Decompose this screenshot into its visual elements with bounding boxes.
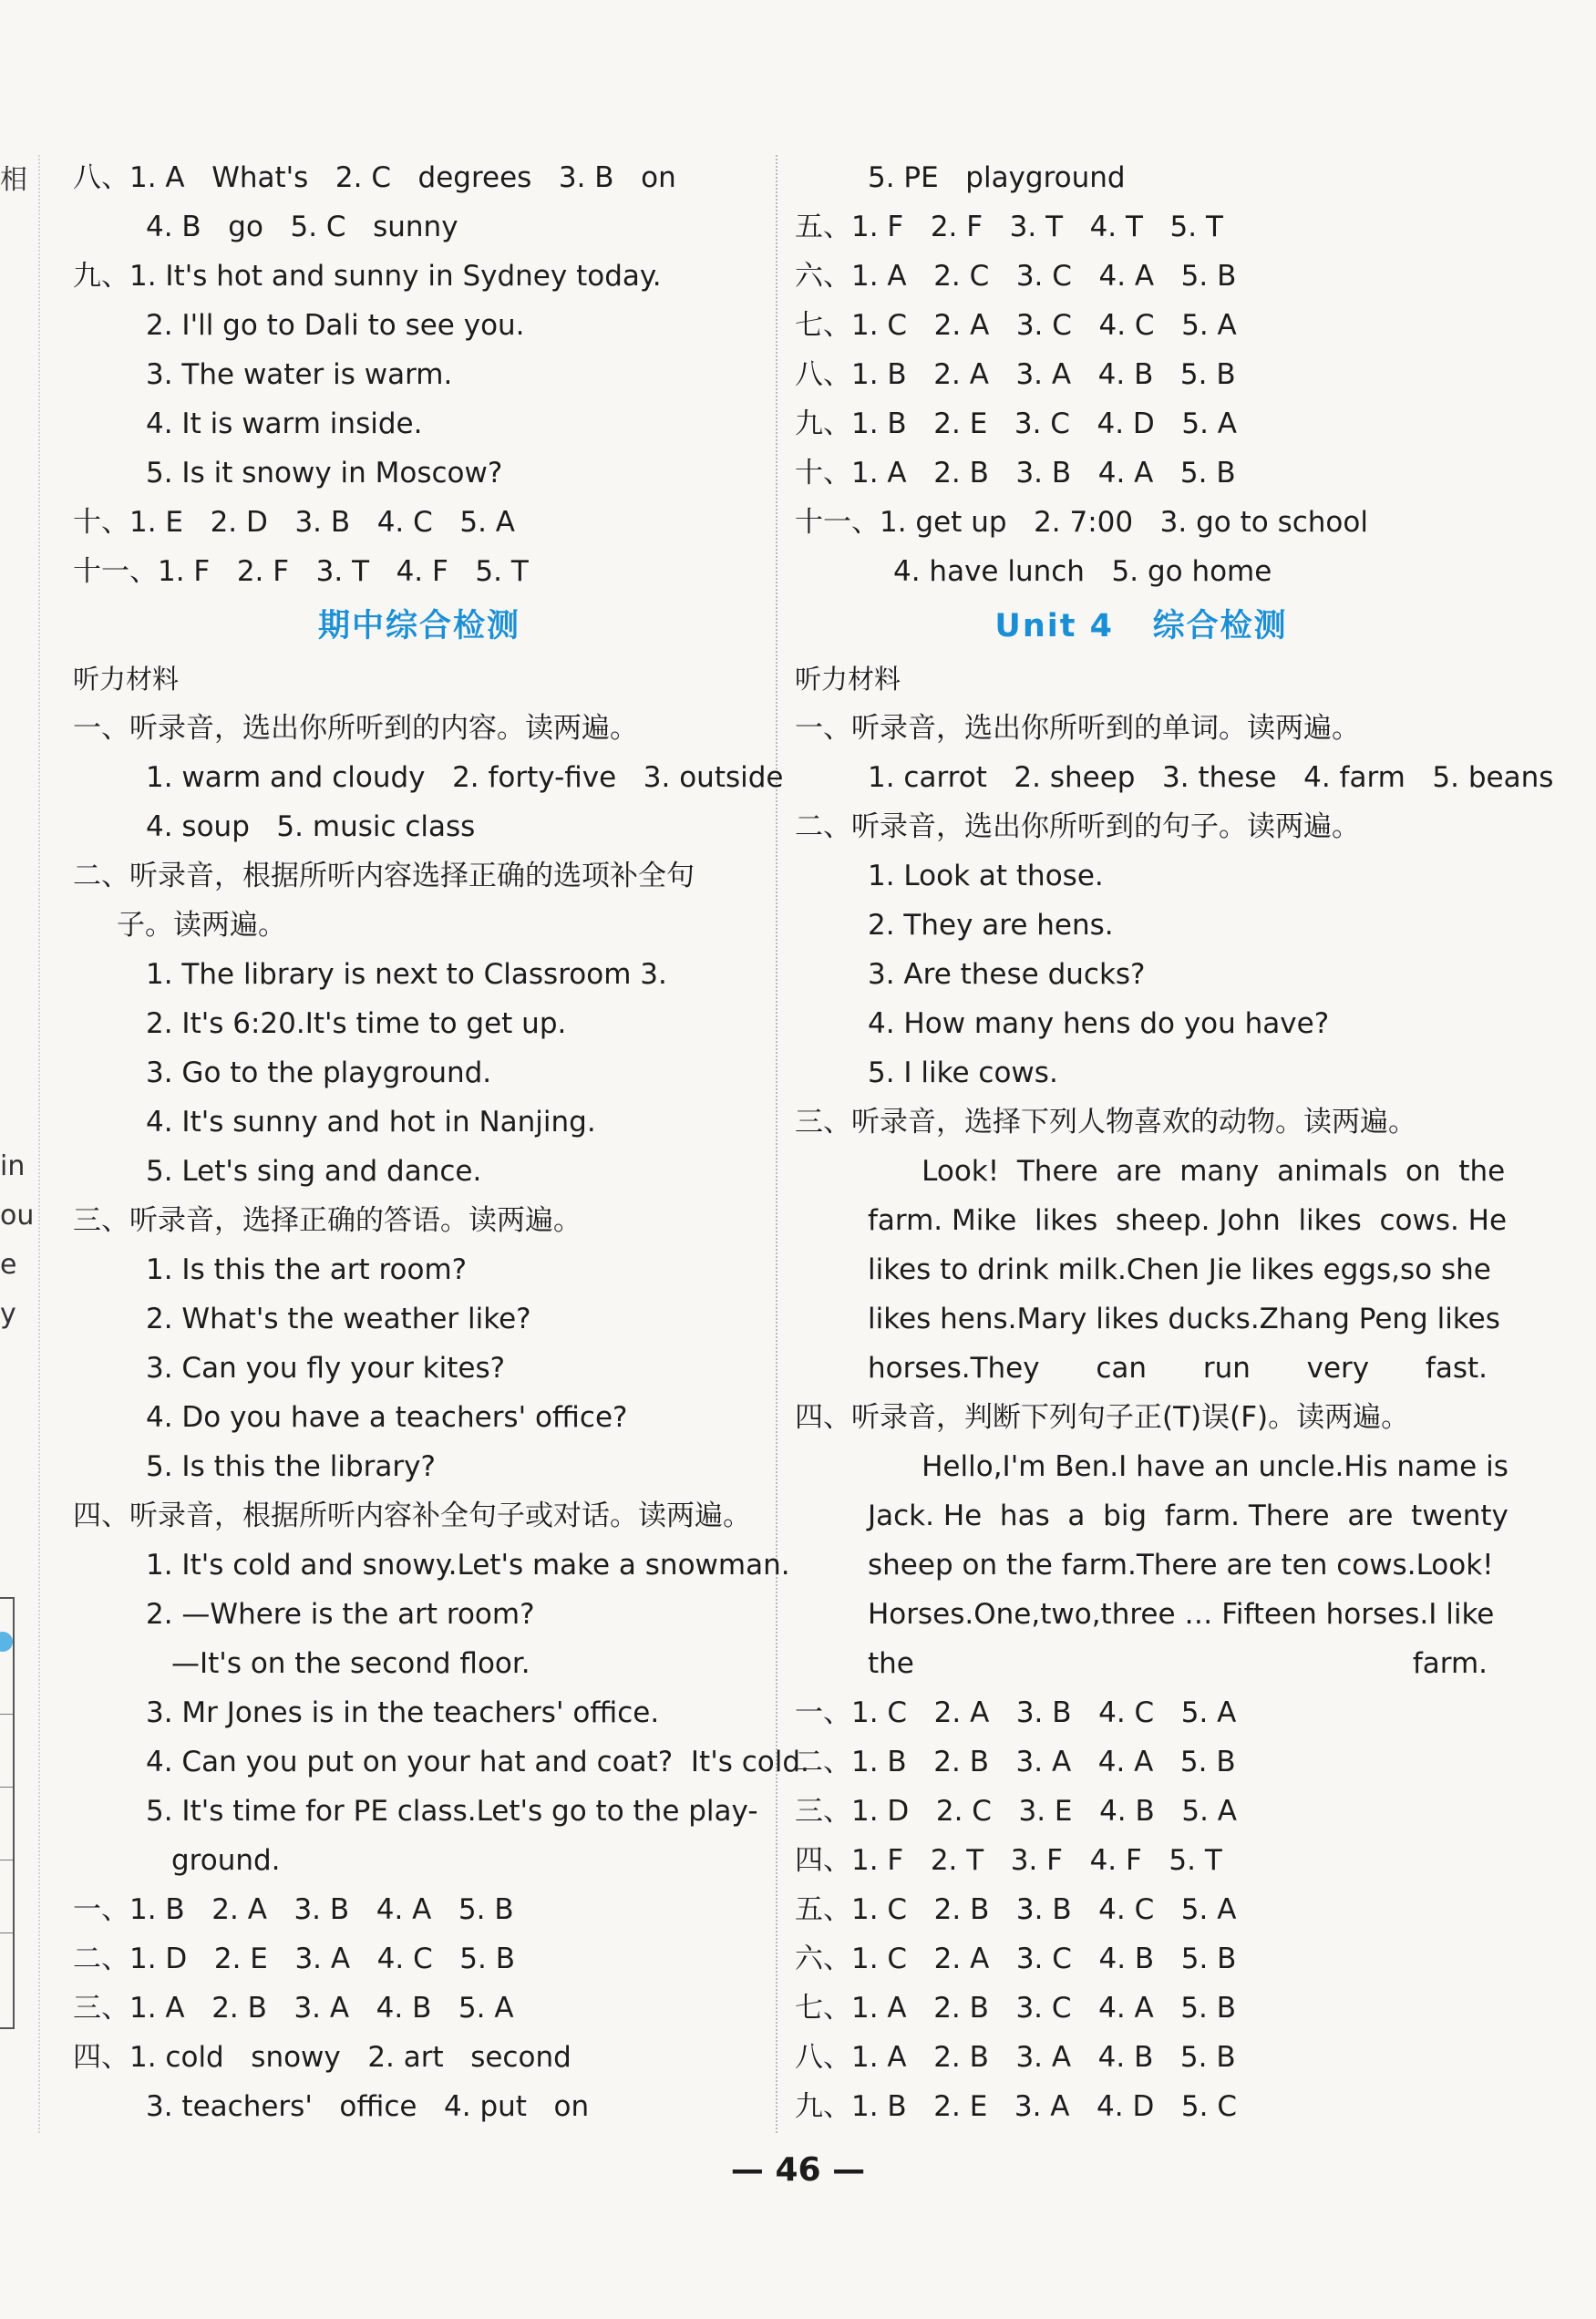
section-title: 期中综合检测 — [317, 608, 520, 644]
passage-line: the farm. — [868, 1647, 1488, 1680]
answer-line: 三、听录音，选择正确的答语。读两遍。 — [73, 1204, 582, 1237]
answer-line: 三、1. A 2. B 3. A 4. B 5. A — [73, 1992, 514, 2025]
answer-line: 四、听录音，判断下列句子正(T)误(F)。读两遍。 — [795, 1401, 1410, 1434]
answer-line: 5. It's time for PE class.Let's go to the play- — [146, 1795, 758, 1828]
answer-line: 六、1. C 2. A 3. C 4. B 5. B — [795, 1943, 1237, 1975]
left-column-rule — [38, 155, 40, 2133]
answer-line: 4. It is warm inside. — [146, 407, 423, 440]
answer-line: 2. It's 6:20.It's time to get up. — [146, 1007, 567, 1040]
answer-line: 四、1. cold snowy 2. art second — [73, 2041, 571, 2074]
answer-line: 2. What's the weather like? — [146, 1303, 531, 1335]
listening-passage — [795, 1147, 1508, 1393]
answer-line: 5. Let's sing and dance. — [146, 1155, 482, 1188]
passage-line: farm. Mike likes sheep. John likes cows. He — [868, 1204, 1508, 1237]
margin-fragment: e — [0, 1249, 17, 1281]
answer-line: 十一、1. F 2. F 3. T 4. F 5. T — [73, 555, 529, 588]
answer-line: 3. Go to the playground. — [146, 1056, 492, 1089]
column-divider — [776, 155, 777, 2133]
answer-line: 八、1. B 2. A 3. A 4. B 5. B — [795, 358, 1236, 391]
answer-line: 子。读两遍。 — [117, 909, 286, 942]
margin-table-rule — [0, 1714, 13, 1715]
answer-line: 四、1. F 2. T 3. F 4. F 5. T — [795, 1844, 1222, 1877]
answer-line: 2. I'll go to Dali to see you. — [146, 309, 525, 342]
answer-line: 七、1. A 2. B 3. C 4. A 5. B — [795, 1992, 1236, 2025]
answer-line: 5. I like cows. — [868, 1056, 1058, 1089]
answer-line: 3. Are these ducks? — [868, 958, 1146, 991]
answer-line: 九、1. B 2. E 3. A 4. D 5. C — [795, 2090, 1237, 2123]
section-label: 听力材料 — [73, 664, 180, 695]
answer-line: 2. They are hens. — [868, 909, 1114, 942]
answer-line: 八、1. A 2. B 3. A 4. B 5. B — [795, 2041, 1236, 2074]
answer-line: 二、1. D 2. E 3. A 4. C 5. B — [73, 1943, 515, 1975]
answer-line: 5. Is this the library? — [146, 1450, 436, 1483]
answer-line: 一、听录音，选出你所听到的内容。读两遍。 — [73, 712, 638, 745]
margin-fragment: 相 — [0, 164, 27, 196]
answer-line: 一、1. B 2. A 3. B 4. A 5. B — [73, 1893, 514, 1926]
answer-line: 五、1. C 2. B 3. B 4. C 5. A — [795, 1893, 1237, 1926]
answer-line: 1. Look at those. — [868, 860, 1104, 892]
answer-line: 二、1. B 2. B 3. A 4. A 5. B — [795, 1746, 1236, 1778]
answer-line: 十一、1. get up 2. 7:00 3. go to school — [795, 506, 1368, 539]
margin-fragment: in — [0, 1150, 26, 1182]
passage-line: likes hens.Mary likes ducks.Zhang Peng likes — [868, 1303, 1500, 1335]
answer-line: 九、1. It's hot and sunny in Sydney today. — [73, 260, 662, 293]
answer-line: 一、1. C 2. A 3. B 4. C 5. A — [795, 1696, 1237, 1729]
section-title-row — [795, 600, 1488, 653]
margin-fragment: y — [0, 1298, 16, 1330]
left-column — [73, 153, 809, 2131]
answer-line: 4. It's sunny and hot in Nanjing. — [146, 1106, 596, 1139]
answer-line: 七、1. C 2. A 3. C 4. C 5. A — [795, 309, 1237, 342]
margin-table-rule — [0, 1932, 13, 1933]
answer-line: 5. PE playground — [868, 161, 1126, 194]
page-number: — 46 — — [730, 2151, 866, 2189]
answer-line: 十、1. E 2. D 3. B 4. C 5. A — [73, 506, 515, 539]
answer-line: 4. Do you have a teachers' office? — [146, 1401, 628, 1434]
answer-line: 3. teachers' office 4. put on — [146, 2090, 590, 2123]
section-title: Unit 4 综合检测 — [994, 608, 1288, 644]
answer-line: 3. Mr Jones is in the teachers' office. — [146, 1696, 660, 1729]
answer-line: 十、1. A 2. B 3. B 4. A 5. B — [795, 457, 1236, 490]
answer-line: 四、听录音，根据所听内容补全句子或对话。读两遍。 — [73, 1500, 751, 1532]
answer-line: 1. warm and cloudy 2. forty-five 3. outside — [146, 761, 784, 794]
answer-line: 五、1. F 2. F 3. T 4. T 5. T — [795, 211, 1223, 243]
section-label: 听力材料 — [795, 664, 901, 695]
passage-line: horses.They can run very fast. — [868, 1352, 1488, 1385]
answer-line: 5. Is it snowy in Moscow? — [146, 457, 503, 490]
answer-line: 4. How many hens do you have? — [868, 1007, 1330, 1040]
margin-table-fragment — [0, 1597, 15, 2029]
answer-line: 三、听录音，选择下列人物喜欢的动物。读两遍。 — [795, 1106, 1416, 1139]
answer-line: 2. —Where is the art room? — [146, 1598, 535, 1631]
answer-line: 3. Can you fly your kites? — [146, 1352, 506, 1385]
answer-line: —It's on the second floor. — [171, 1647, 530, 1680]
answer-line: 4. have lunch 5. go home — [893, 555, 1272, 588]
answer-line: 八、1. A What's 2. C degrees 3. B on — [73, 161, 676, 194]
margin-fragment: ou — [0, 1200, 35, 1232]
answer-line: ground. — [171, 1844, 281, 1877]
passage-line: Jack. He has a big farm. There are twenty — [868, 1500, 1508, 1532]
answer-line: 1. carrot 2. sheep 3. these 4. farm 5. beans — [868, 761, 1554, 794]
margin-table-rule — [0, 1787, 13, 1788]
listening-passage — [795, 1442, 1508, 1688]
passage-line: Look! There are many animals on the — [868, 1155, 1506, 1188]
answer-line: 二、听录音，根据所听内容选择正确的选项补全句 — [73, 860, 695, 892]
right-column — [795, 153, 1554, 2131]
answer-line: 一、听录音，选出你所听到的单词。读两遍。 — [795, 712, 1360, 745]
answer-line: 1. The library is next to Classroom 3. — [146, 958, 667, 991]
answer-line: 九、1. B 2. E 3. C 4. D 5. A — [795, 407, 1237, 440]
passage-line: Horses.One,two,three … Fifteen horses.I like — [868, 1598, 1495, 1631]
answer-line: 4. Can you put on your hat and coat? It's cold. — [146, 1746, 809, 1778]
passage-line: Hello,I'm Ben.I have an uncle.His name is — [868, 1450, 1508, 1483]
answer-line: 4. soup 5. music class — [146, 810, 476, 843]
answer-line: 4. B go 5. C sunny — [146, 211, 458, 243]
passage-line: sheep on the farm.There are ten cows.Look! — [868, 1549, 1494, 1582]
answer-line: 1. It's cold and snowy.Let's make a snowman. — [146, 1549, 790, 1582]
answer-line: 3. The water is warm. — [146, 358, 453, 391]
answer-line: 二、听录音，选出你所听到的句子。读两遍。 — [795, 810, 1360, 843]
answer-line: 六、1. A 2. C 3. C 4. A 5. B — [795, 260, 1237, 293]
section-title-row — [73, 600, 766, 653]
passage-line: likes to drink milk.Chen Jie likes eggs,so she — [868, 1253, 1491, 1286]
answer-line: 1. Is this the art room? — [146, 1253, 468, 1286]
answer-line: 三、1. D 2. C 3. E 4. B 5. A — [795, 1795, 1237, 1828]
